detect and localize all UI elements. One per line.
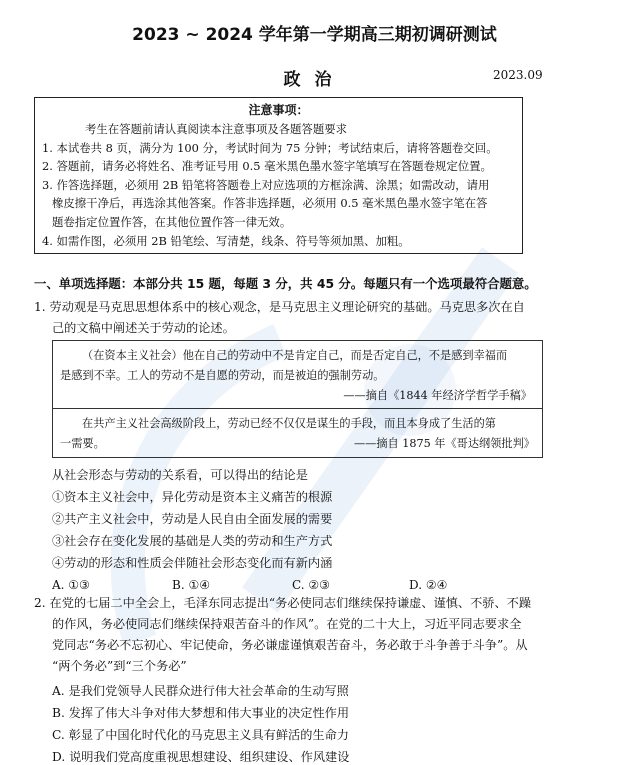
exam-date: 2023.09 bbox=[493, 68, 543, 82]
notice-item-3: 3. 作答选择题，必须用 2B 铅笔将答题卷上对应选项的方框涂满、涂黑；如需改动，请用 bbox=[42, 177, 490, 192]
question-2-stem bbox=[34, 593, 574, 677]
q2-stem-line-3: 党同志“务必不忘初心、牢记使命，务必谦虚谨慎艰苦奋斗，务必敢于斗争善于斗争”。从 bbox=[52, 638, 528, 652]
section-heading: 一、单项选择题：本部分共 15 题，每题 3 分，共 45 分。每题只有一个选项最符合题意。 bbox=[34, 276, 537, 291]
q1-statement-4: ④劳动的形态和性质会伴随社会形态变化而有新内涵 bbox=[52, 556, 333, 570]
q1-quote-2-line-2: 一需要。 bbox=[60, 437, 105, 450]
q2-stem-line-4: “两个务必”到“三个务必” bbox=[52, 659, 187, 673]
q1-lead: 从社会形态与劳动的关系看，可以得出的结论是 bbox=[52, 468, 308, 482]
q1-quote-2-line-1: 在共产主义社会高级阶段上，劳动已经不仅仅是谋生的手段，而且本身成了生活的第 bbox=[82, 417, 496, 430]
q2-option-a[interactable]: A. 是我们党领导人民群众进行伟大社会革命的生动写照 bbox=[52, 684, 349, 698]
q1-statement-1: ①资本主义社会中，异化劳动是资本主义痛苦的根源 bbox=[52, 490, 333, 504]
q1-quote-1 bbox=[53, 341, 542, 408]
q1-statement-3: ③社会存在变化发展的基础是人类的劳动和生产方式 bbox=[52, 534, 333, 548]
q1-choice-b[interactable]: B. ①④ bbox=[172, 578, 210, 592]
exam-subject: 政治 bbox=[283, 70, 346, 90]
q1-quote-2 bbox=[53, 408, 542, 456]
notice-item-4: 4. 如需作图，必须用 2B 铅笔绘、写清楚，线条、符号等须加黑、加粗。 bbox=[42, 233, 410, 248]
notice-heading: 注意事项： bbox=[248, 103, 309, 117]
notice-intro: 考生在答题前请认真阅读本注意事项及各题答题要求 bbox=[85, 122, 347, 136]
q2-option-c[interactable]: C. 彰显了中国化时代化的马克思主义具有鲜活的生命力 bbox=[52, 728, 349, 742]
exam-title: 2023 ~ 2024 学年第一学期高三期初调研测试 bbox=[132, 25, 497, 45]
q1-quote-1-source: ——摘自《1844 年经济学哲学手稿》 bbox=[343, 389, 532, 402]
q1-quote-2-last bbox=[60, 434, 535, 454]
notice-item-3-cont-2: 题卷指定位置作答，在其他位置作答一律无效。 bbox=[52, 214, 292, 229]
q2-option-d[interactable]: D. 说明我们党高度重视思想建设、组织建设、作风建设 bbox=[52, 750, 350, 764]
notice-item-3-cont-1: 橡皮擦干净后，再选涂其他答案。作答非选择题，必须用 0.5 毫米黑色墨水签字笔在答 bbox=[52, 196, 488, 211]
q1-statement-2: ②共产主义社会中，劳动是人民自由全面发展的需要 bbox=[52, 512, 333, 526]
q1-quote-1-line-1: （在资本主义社会）他在自己的劳动中不是肯定自己，而是否定自己，不是感到幸福而 bbox=[82, 349, 508, 362]
q1-stem-line-2: 己的文稿中阐述关于劳动的论述。 bbox=[52, 321, 235, 335]
notice-box bbox=[34, 97, 523, 254]
q1-choice-a[interactable]: A. ①③ bbox=[52, 578, 90, 592]
q2-option-b[interactable]: B. 发挥了伟大斗争对伟大梦想和伟大事业的决定性作用 bbox=[52, 706, 350, 720]
q1-stem-line-1: 1. 劳动观是马克思思想体系中的核心观念，是马克思主义理论研究的基础。马克思多次在自 bbox=[34, 300, 525, 314]
q1-choice-d[interactable]: D. ②④ bbox=[409, 578, 448, 592]
q2-stem-line-1: 2. 在党的七届二中全会上，毛泽东同志提出“务必使同志们继续保持谦虚、谨慎、不骄、不躁 bbox=[34, 596, 532, 610]
q1-quote-box bbox=[52, 340, 543, 458]
notice-item-2: 2. 答题前，请务必将姓名、准考证号用 0.5 毫米黑色墨水签字笔填写在答题卷规定位置。 bbox=[42, 159, 492, 174]
q1-choice-c[interactable]: C. ②③ bbox=[292, 578, 330, 592]
notice-item-1: 1. 本试卷共 8 页，满分为 100 分，考试时间为 75 分钟；考试结束后，请将答题卷交回。 bbox=[42, 140, 498, 155]
q2-stem-line-2: 的作风，务必使同志们继续保持艰苦奋斗的作风”。在党的二十大上，习近平同志要求全 bbox=[52, 617, 522, 631]
q1-quote-1-line-2: 是感到不幸。工人的劳动不是自愿的劳动，而是被迫的强制劳动。 bbox=[60, 369, 385, 382]
question-1-stem bbox=[34, 297, 574, 339]
q1-quote-2-source: ——摘自 1875 年《哥达纲领批判》 bbox=[353, 437, 535, 450]
